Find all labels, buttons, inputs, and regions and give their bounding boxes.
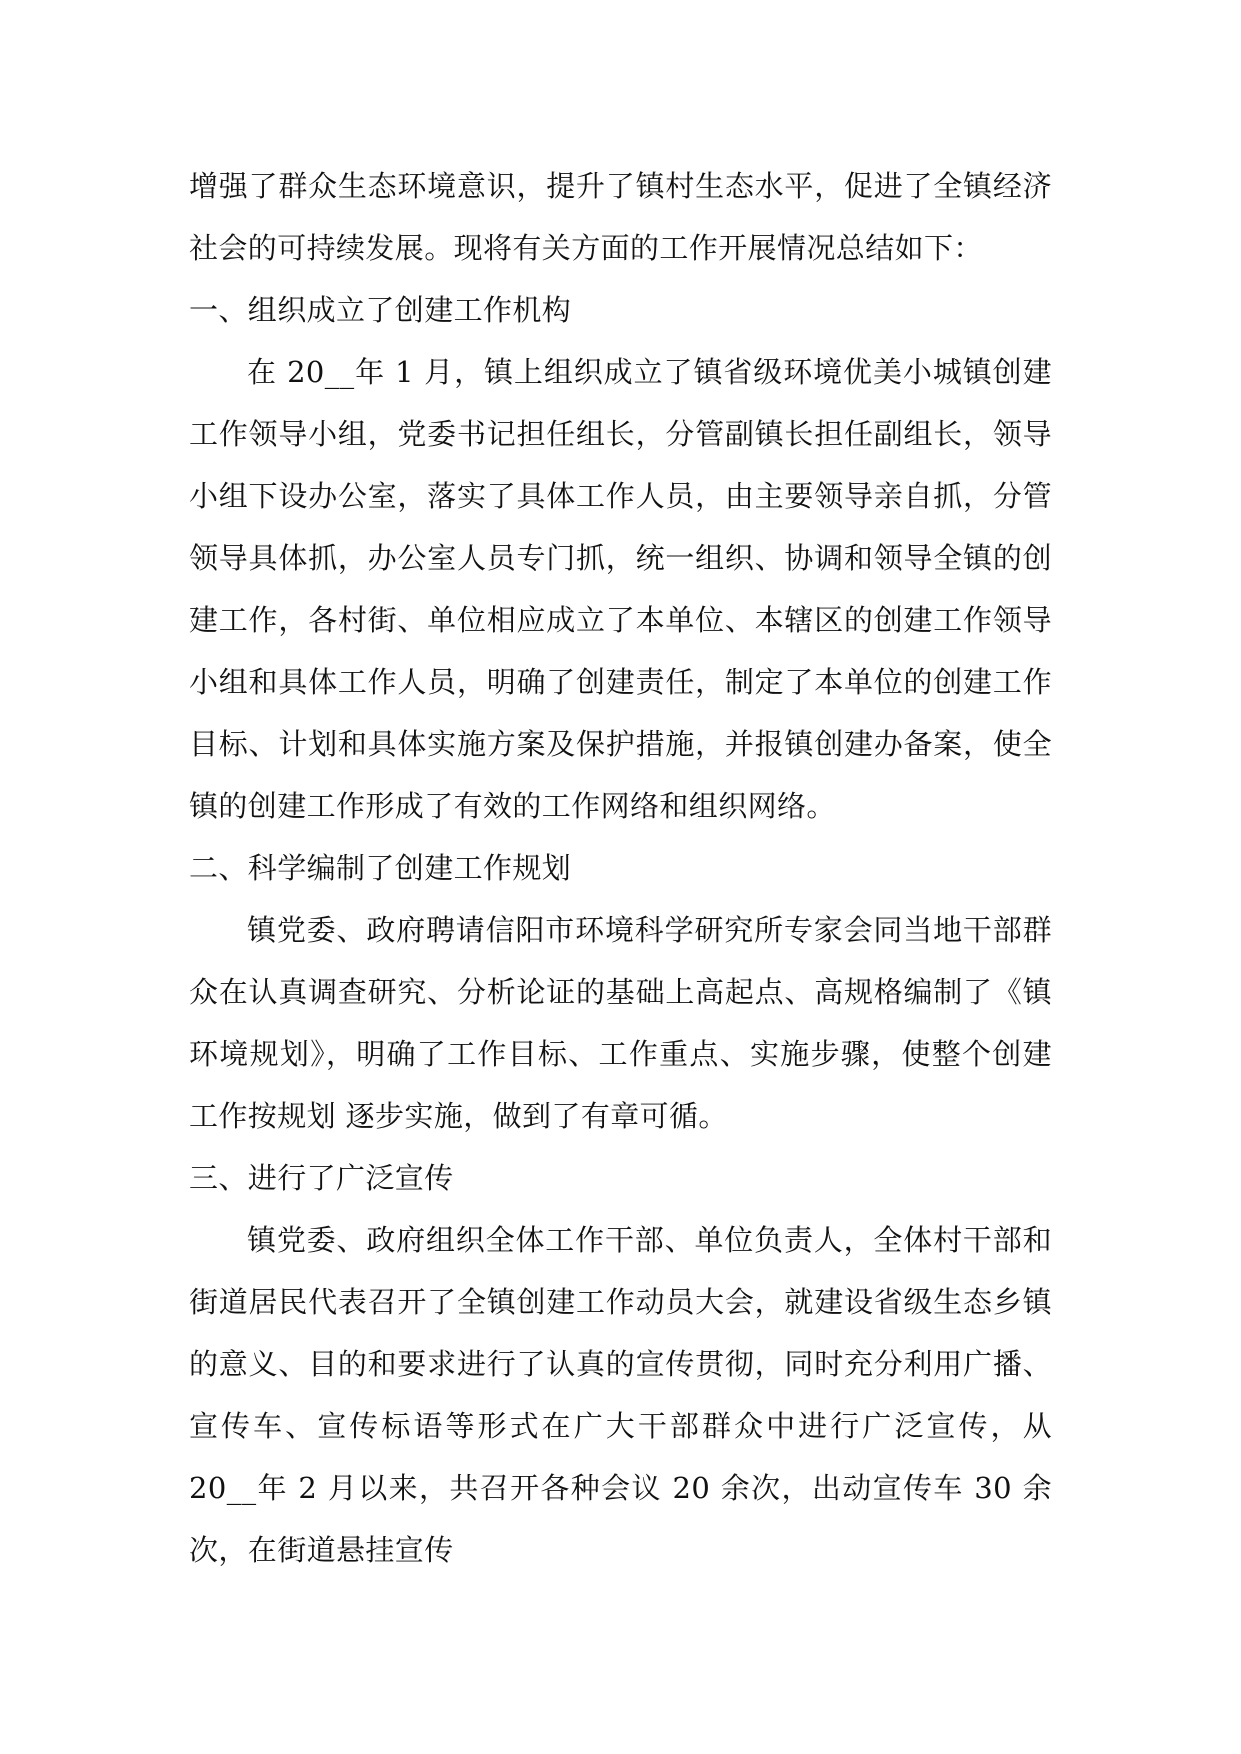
paragraph-intro-continued: 增强了群众生态环境意识，提升了镇村生态水平，促进了全镇经济社会的可持续发展。现将有关方面的工作开展情况总结如下： [189,169,1052,265]
paragraph-section-3: 镇党委、政府组织全体工作干部、单位负责人，全体村干部和街道居民代表召开了全镇创建工作动员大会，就建设省级生态乡镇的意义、目的和要求进行了认真的宣传贯彻，同时充分利用广播、宣传车、宣传标语等形式在广大干部群众中进行广泛宣传，从 20__年 2 月以来，共召开各种会议 20 余次，出动宣传车 30 余次，在街道悬挂宣传 [189,1223,1052,1567]
section-heading-3: 三、进行了广泛宣传 [189,1161,454,1195]
paragraph-section-1: 在 20__年 1 月，镇上组织成立了镇省级环境优美小城镇创建工作领导小组，党委书记担任组长，分管副镇长担任副组长，领导小组下设办公室，落实了具体工作人员，由主要领导亲自抓，分管领导具体抓，办公室人员专门抓，统一组织、协调和领导全镇的创建工作，各村街、单位相应成立了本单位、本辖区的创建工作领导小组和具体工作人员，明确了创建责任，制定了本单位的创建工作目标、计划和具体实施方案及保护措施，并报镇创建办备案，使全镇的创建工作形成了有效的工作网络和组织网络。 [189,355,1052,823]
section-heading-1: 一、组织成立了创建工作机构 [189,293,572,327]
document-page [189,155,1052,1581]
section-heading-2: 二、科学编制了创建工作规划 [189,851,572,885]
paragraph-section-2: 镇党委、政府聘请信阳市环境科学研究所专家会同当地干部群众在认真调查研究、分析论证的基础上高起点、高规格编制了《镇环境规划》，明确了工作目标、工作重点、实施步骤，使整个创建工作按规划 逐步实施，做到了有章可循。 [189,913,1052,1133]
